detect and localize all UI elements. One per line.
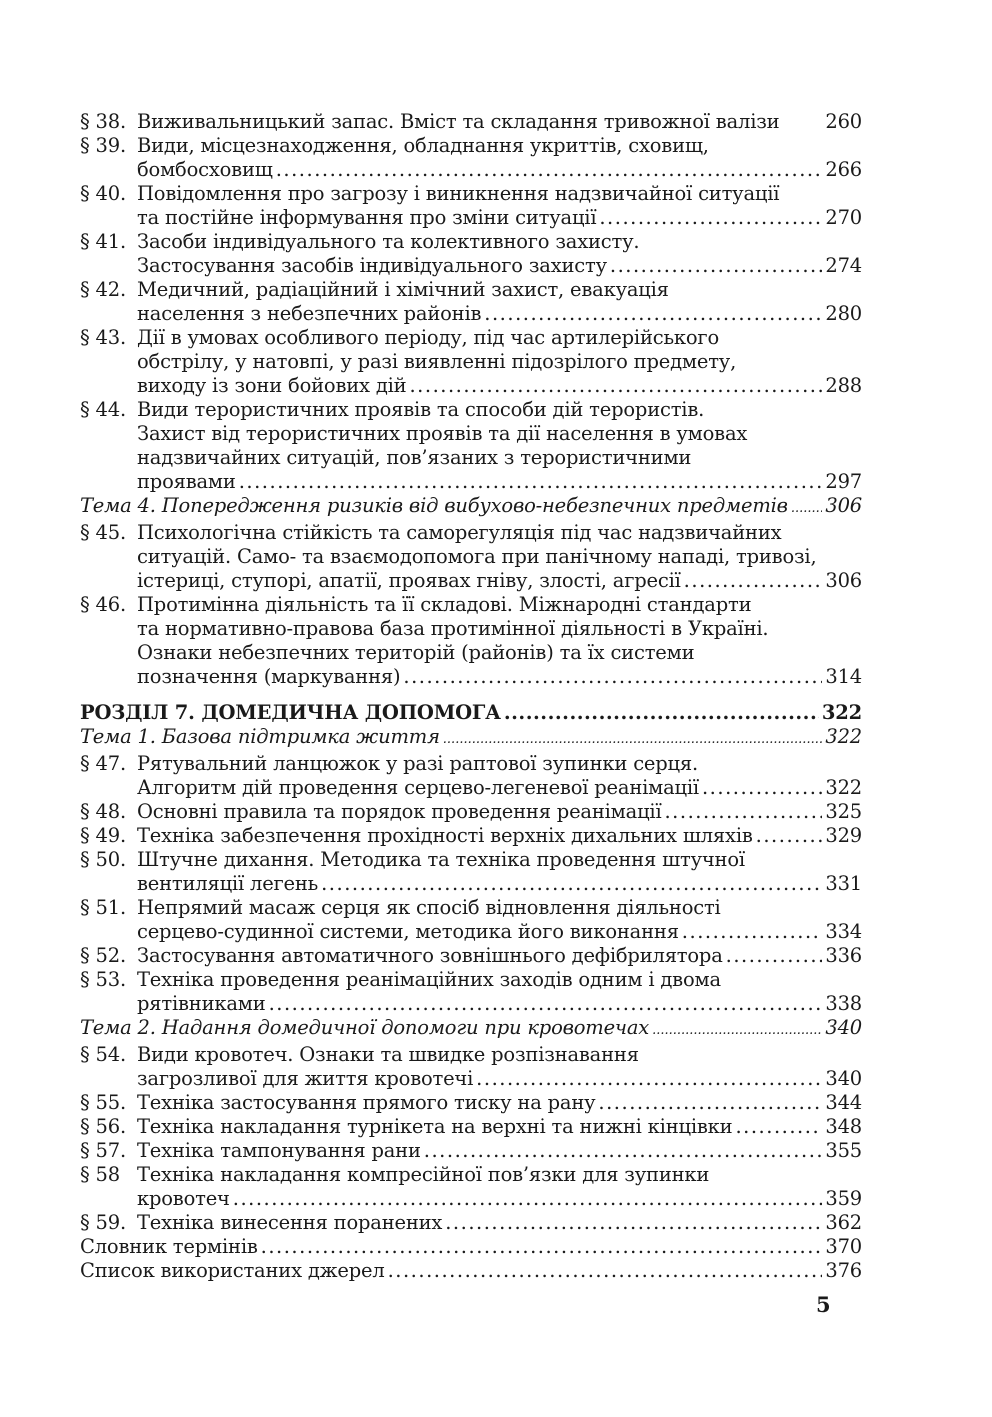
toc-entry-body — [137, 1091, 862, 1115]
toc-entry — [80, 824, 862, 848]
toc-entry-title-line: Засоби індивідуального та колективного захисту. — [137, 230, 640, 253]
toc-page-number: 288 — [825, 374, 862, 397]
toc-entry-title-line: Захист від терористичних проявів та дії населення в умовах — [137, 422, 748, 445]
toc-entry-number: § 57. — [80, 1139, 126, 1162]
toc-page-number: 336 — [825, 944, 862, 967]
toc-entry-title-line: Список використаних джерел — [80, 1259, 385, 1282]
toc-entry-body — [80, 701, 862, 725]
toc-entry-title-line: Основні правила та порядок проведення реанімації — [137, 800, 662, 823]
toc-page-number: 322 — [825, 725, 862, 748]
toc-entry-number: § 38. — [80, 110, 126, 133]
toc-page-number: 376 — [825, 1259, 862, 1282]
toc-entry-title-line: Виживальницький запас. Вміст та складання тривожної валізи — [137, 110, 780, 133]
page-number: 5 — [816, 1292, 831, 1317]
toc-entry — [80, 800, 862, 824]
toc-entry-number: § 52. — [80, 944, 126, 967]
toc-entry-title-line: Медичний, радіаційний і хімічний захист, евакуація — [137, 278, 669, 301]
dot-leader — [403, 665, 822, 689]
dot-leader — [443, 728, 823, 752]
toc-entry-title-line: виходу із зони бойових дій — [137, 374, 407, 397]
toc-entry-body — [137, 134, 862, 182]
dot-leader — [684, 569, 823, 593]
toc-entry-title-line: Види кровотеч. Ознаки та швидке розпізнавання — [137, 1043, 639, 1066]
table-of-contents — [80, 110, 862, 1283]
toc-entry-title-line: населення з небезпечних районів — [137, 302, 482, 325]
toc-entry — [80, 182, 862, 230]
toc-entry-number: § 54. — [80, 1043, 126, 1066]
toc-entry-title-line: позначення (маркування) — [137, 665, 401, 688]
toc-entry-number: § 51. — [80, 896, 126, 919]
toc-entry-title-line: Дії в умовах особливого періоду, під час артилерійського — [137, 326, 719, 349]
toc-entry-title-line: вентиляції легень — [137, 872, 319, 895]
toc-entry-body — [137, 230, 862, 278]
toc-entry-body — [137, 110, 862, 134]
dot-leader — [791, 497, 823, 521]
toc-entry-body — [137, 182, 862, 230]
toc-entry-body — [137, 398, 862, 494]
toc-entry-body — [80, 1235, 862, 1259]
toc-page-number: 338 — [825, 992, 862, 1015]
toc-entry — [80, 848, 862, 896]
toc-entry-title-line: Техніка тампонування рани — [137, 1139, 421, 1162]
toc-entry-title-line: Техніка застосування прямого тиску на рану — [137, 1091, 596, 1114]
toc-entry — [80, 593, 862, 689]
toc-page-number: 370 — [825, 1235, 862, 1258]
toc-page-number: 314 — [825, 665, 862, 688]
toc-page-number: 331 — [825, 872, 862, 895]
toc-entry-body — [80, 494, 862, 521]
toc-entry-number: § 43. — [80, 326, 126, 349]
toc-entry-body — [137, 1211, 862, 1235]
toc-entry-title-line: та постійне інформування про зміни ситуації — [137, 206, 597, 229]
toc-entry-title-line: Техніка накладання турнікета на верхні та нижні кінцівки — [137, 1115, 733, 1138]
dot-leader — [239, 470, 823, 494]
toc-entry-title-line: Тема 2. Надання домедичної допомоги при кровотечах — [80, 1016, 650, 1039]
toc-entry-body — [80, 1259, 862, 1283]
toc-page-number: 322 — [825, 776, 862, 799]
toc-page-number: 280 — [825, 302, 862, 325]
dot-leader — [682, 920, 823, 944]
toc-entry — [80, 1139, 862, 1163]
toc-page-number: 348 — [825, 1115, 862, 1138]
toc-entry-title-line: Тема 1. Базова підтримка життя — [80, 725, 440, 748]
toc-entry — [80, 134, 862, 182]
toc-entry-title-line: істериці, ступорі, апатії, проявах гніву, злості, агресії — [137, 569, 681, 592]
toc-entry — [80, 278, 862, 326]
toc-entry-number: § 40. — [80, 182, 126, 205]
toc-entry-title-line: Непрямий масаж серця як спосіб відновлення діяльності — [137, 896, 721, 919]
toc-entry-number: § 49. — [80, 824, 126, 847]
toc-entry-title-line: Повідомлення про загрозу і виникнення надзвичайної ситуації — [137, 182, 780, 205]
toc-entry — [80, 230, 862, 278]
toc-entry-title-line: Техніка забезпечення прохідності верхніх дихальних шляхів — [137, 824, 753, 847]
toc-entry — [80, 110, 862, 134]
dot-leader — [735, 1115, 822, 1139]
dot-leader — [233, 1187, 823, 1211]
toc-entry-title-line: проявами — [137, 470, 236, 493]
toc-entry-number: § 39. — [80, 134, 126, 157]
dot-leader — [409, 374, 822, 398]
toc-entry — [80, 752, 862, 800]
toc-entry-body — [137, 1115, 862, 1139]
toc-entry-number: § 58 — [80, 1163, 120, 1186]
toc-entry-body — [137, 326, 862, 398]
toc-entry — [80, 521, 862, 593]
toc-entry — [80, 1235, 862, 1259]
toc-entry-title-line: Види терористичних проявів та способи дій терористів. — [137, 398, 705, 421]
toc-entry-title-line: Психологічна стійкість та саморегуляція під час надзвичайних — [137, 521, 782, 544]
dot-leader — [424, 1139, 823, 1163]
toc-entry — [80, 968, 862, 1016]
toc-entry-body — [137, 593, 862, 689]
toc-chapter — [80, 701, 862, 725]
toc-entry-title-line: Техніка винесення поранених — [137, 1211, 443, 1234]
dot-leader — [726, 944, 823, 968]
toc-entry-number: § 59. — [80, 1211, 126, 1234]
dot-leader — [321, 872, 822, 896]
toc-entry-title-line: Тема 4. Попередження ризиків від вибухово-небезпечних предметів — [80, 494, 788, 517]
toc-entry-title-line: РОЗДІЛ 7. ДОМЕДИЧНА ДОПОМОГА — [80, 701, 501, 724]
toc-entry-body — [137, 1043, 862, 1091]
toc-entry-number: § 42. — [80, 278, 126, 301]
dot-leader — [269, 992, 823, 1016]
toc-entry-body — [137, 752, 862, 800]
dot-leader — [610, 254, 822, 278]
toc-entry-title-line: Словник термінів — [80, 1235, 258, 1258]
toc-entry-body — [137, 521, 862, 593]
toc-entry-title-line: Рятувальний ланцюжок у разі раптової зупинки серця. — [137, 752, 698, 775]
toc-page-number: 325 — [825, 800, 862, 823]
toc-page-number: 334 — [825, 920, 862, 943]
toc-page-number: 306 — [825, 494, 862, 517]
toc-entry-number: § 55. — [80, 1091, 126, 1114]
toc-page-number: 297 — [825, 470, 862, 493]
toc-entry-number: § 44. — [80, 398, 126, 421]
dot-leader — [664, 800, 822, 824]
toc-page-number: 322 — [821, 701, 862, 724]
toc-entry-body — [80, 725, 862, 752]
toc-entry — [80, 398, 862, 494]
toc-entry-title-line: рятівниками — [137, 992, 266, 1015]
toc-entry-body — [80, 1016, 862, 1043]
toc-page-number: 355 — [825, 1139, 862, 1162]
toc-entry — [80, 896, 862, 944]
dot-leader — [598, 1091, 822, 1115]
toc-entry — [80, 1091, 862, 1115]
toc-entry-body — [137, 848, 862, 896]
toc-entry-title-line: ситуацій. Само- та взаємодопомога при панічному нападі, тривозі, — [137, 545, 817, 568]
toc-page-number: 340 — [825, 1016, 862, 1039]
dot-leader — [261, 1235, 823, 1259]
toc-entry — [80, 1163, 862, 1211]
dot-leader — [476, 1067, 822, 1091]
toc-entry-number: § 53. — [80, 968, 126, 991]
toc-entry-number: § 45. — [80, 521, 126, 544]
toc-entry-title-line: кровотеч — [137, 1187, 230, 1210]
dot-leader — [702, 776, 822, 800]
toc-entry — [80, 1211, 862, 1235]
dot-leader — [599, 206, 822, 230]
toc-theme — [80, 725, 862, 752]
toc-entry-title-line: обстрілу, у натовпі, у разі виявленні підозрілого предмету, — [137, 350, 737, 373]
dot-leader — [652, 1019, 822, 1043]
toc-entry-body — [137, 968, 862, 1016]
toc-page-number: 306 — [825, 569, 862, 592]
toc-entry-body — [137, 278, 862, 326]
dot-leader — [484, 302, 822, 326]
toc-page-number: 260 — [825, 110, 862, 133]
toc-entry-title-line: Ознаки небезпечних територій (районів) та їх системи — [137, 641, 695, 664]
toc-entry-title-line: Протимінна діяльність та її складові. Міжнародні стандарти — [137, 593, 752, 616]
toc-entry-body — [137, 824, 862, 848]
toc-entry-title-line: Застосування автоматичного зовнішнього дефібрилятора — [137, 944, 723, 967]
toc-entry-body — [137, 1163, 862, 1211]
toc-theme — [80, 494, 862, 521]
toc-entry-number: § 47. — [80, 752, 126, 775]
toc-entry-body — [137, 800, 862, 824]
toc-page-number: 266 — [825, 158, 862, 181]
toc-entry-number: § 56. — [80, 1115, 126, 1138]
toc-page-number: 270 — [825, 206, 862, 229]
toc-entry-title-line: Техніка проведення реанімаційних заходів одним і двома — [137, 968, 721, 991]
dot-leader — [388, 1259, 823, 1283]
dot-leader — [276, 158, 823, 182]
toc-entry-title-line: Алгоритм дій проведення серцево-легеневої реанімації — [137, 776, 699, 799]
toc-entry-body — [137, 944, 862, 968]
toc-entry-title-line: серцево-судинної системи, методика його виконання — [137, 920, 679, 943]
toc-entry — [80, 1259, 862, 1283]
toc-entry-title-line: Штучне дихання. Методика та техніка проведення штучної — [137, 848, 745, 871]
toc-entry-title-line: Види, місцезнаходження, обладнання укриттів, сховищ, — [137, 134, 709, 157]
toc-entry-number: § 46. — [80, 593, 126, 616]
dot-leader — [445, 1211, 822, 1235]
toc-entry-number: § 50. — [80, 848, 126, 871]
toc-entry — [80, 1043, 862, 1091]
toc-entry-title-line: Застосування засобів індивідуального захисту — [137, 254, 607, 277]
dot-leader — [756, 824, 823, 848]
toc-entry-title-line: надзвичайних ситуацій, пов’язаних з терористичними — [137, 446, 692, 469]
toc-entry-body — [137, 1139, 862, 1163]
toc-entry — [80, 944, 862, 968]
toc-page-number: 344 — [825, 1091, 862, 1114]
toc-page-number: 359 — [825, 1187, 862, 1210]
toc-entry-number: § 48. — [80, 800, 126, 823]
toc-page-number: 340 — [825, 1067, 862, 1090]
toc-entry — [80, 326, 862, 398]
toc-page-number: 329 — [825, 824, 862, 847]
toc-entry — [80, 1115, 862, 1139]
toc-entry-number: § 41. — [80, 230, 126, 253]
toc-page-number: 362 — [825, 1211, 862, 1234]
toc-entry-title-line: загрозливої для життя кровотечі — [137, 1067, 474, 1090]
toc-entry-title-line: та нормативно-правова база протимінної діяльності в Україні. — [137, 617, 769, 640]
toc-entry-title-line: Техніка накладання компресійної пов’язки для зупинки — [137, 1163, 710, 1186]
toc-entry-title-line: бомбосховищ — [137, 158, 273, 181]
toc-page-number: 274 — [825, 254, 862, 277]
toc-theme — [80, 1016, 862, 1043]
dot-leader — [504, 701, 819, 725]
toc-entry-body — [137, 896, 862, 944]
